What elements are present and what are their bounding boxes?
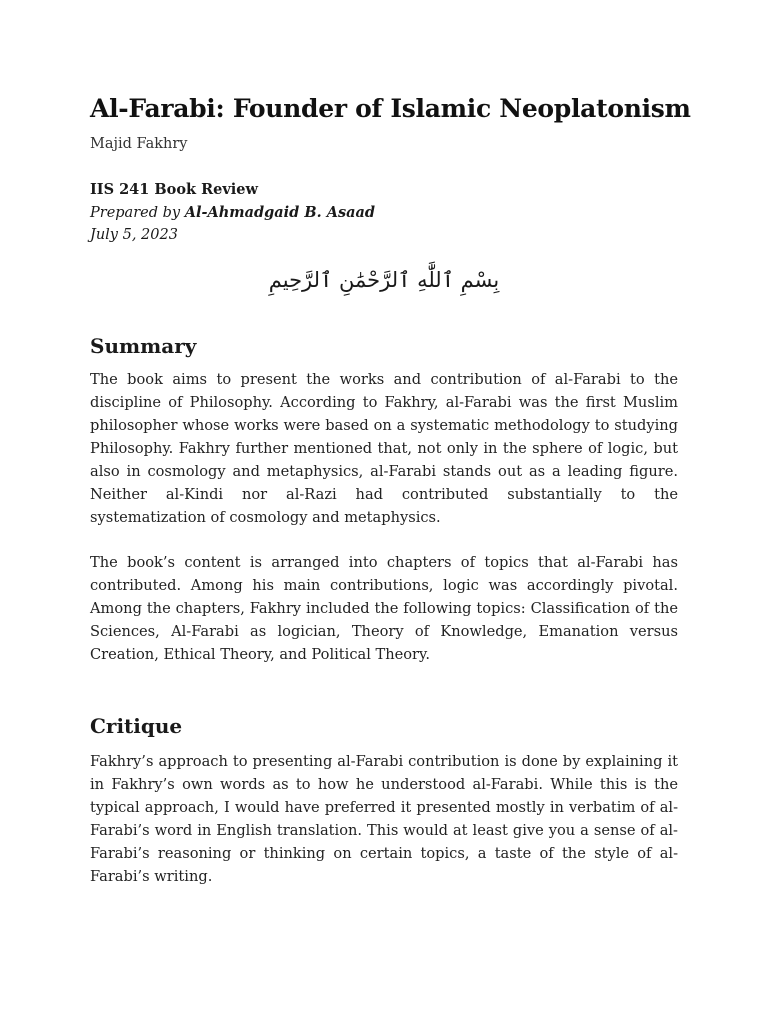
prepared-by-prefix: Prepared by bbox=[90, 205, 185, 221]
summary-paragraph-1: The book aims to present the works and contribution of al-Farabi to the discipline of Philosophy. According to Fakhry, al-Farabi was the first Muslim philosopher whose works were based on a systematic methodology to studying Philosophy. Fakhry further mentioned that, not only in the sphere of logic, but also in cosmology and metaphysics, al-Farabi stands out as a leading figure. Neither al-Kindi nor al-Razi had contributed substantially to the systematization of cosmology and metaphysics. bbox=[90, 371, 678, 526]
critique-heading: Critique bbox=[90, 714, 183, 738]
course-label: IIS 241 Book Review bbox=[90, 181, 259, 198]
summary-heading: Summary bbox=[90, 334, 197, 358]
book-author: Majid Fakhry bbox=[90, 136, 188, 152]
prepared-by-line bbox=[90, 204, 375, 221]
summary-paragraph-2: The book’s content is arranged into chapters of topics that al-Farabi has contributed. Among his main contributions, logic was accordingly pivotal. Among the chapters, Fakhry included the following topics: Classification of the Sciences, Al-Farabi as logician, Theory of Knowledge, Emanation versus Creation, Ethical Theory, and Political Theory. bbox=[90, 554, 678, 663]
reviewer-name: Al-Ahmadgaid B. Asaad bbox=[184, 204, 376, 221]
document-title: Al-Farabi: Founder of Islamic Neoplatonism bbox=[90, 94, 691, 123]
critique-paragraph-1: Fakhry’s approach to presenting al-Farabi contribution is done by explaining it in Fakhry’s own words as to how he understood al-Farabi. While this is the typical approach, I would have preferred it presented mostly in verbatim of al-Farabi’s word in English translation. This would at least give you a sense of al-Farabi’s reasoning or thinking on certain topics, a taste of the style of al-Farabi’s writing. bbox=[90, 753, 678, 885]
review-date: July 5, 2023 bbox=[90, 227, 178, 243]
basmala-text: بِسْمِ ٱللَّٰهِ ٱلرَّحْمَٰنِ ٱلرَّحِيمِ bbox=[268, 268, 500, 292]
